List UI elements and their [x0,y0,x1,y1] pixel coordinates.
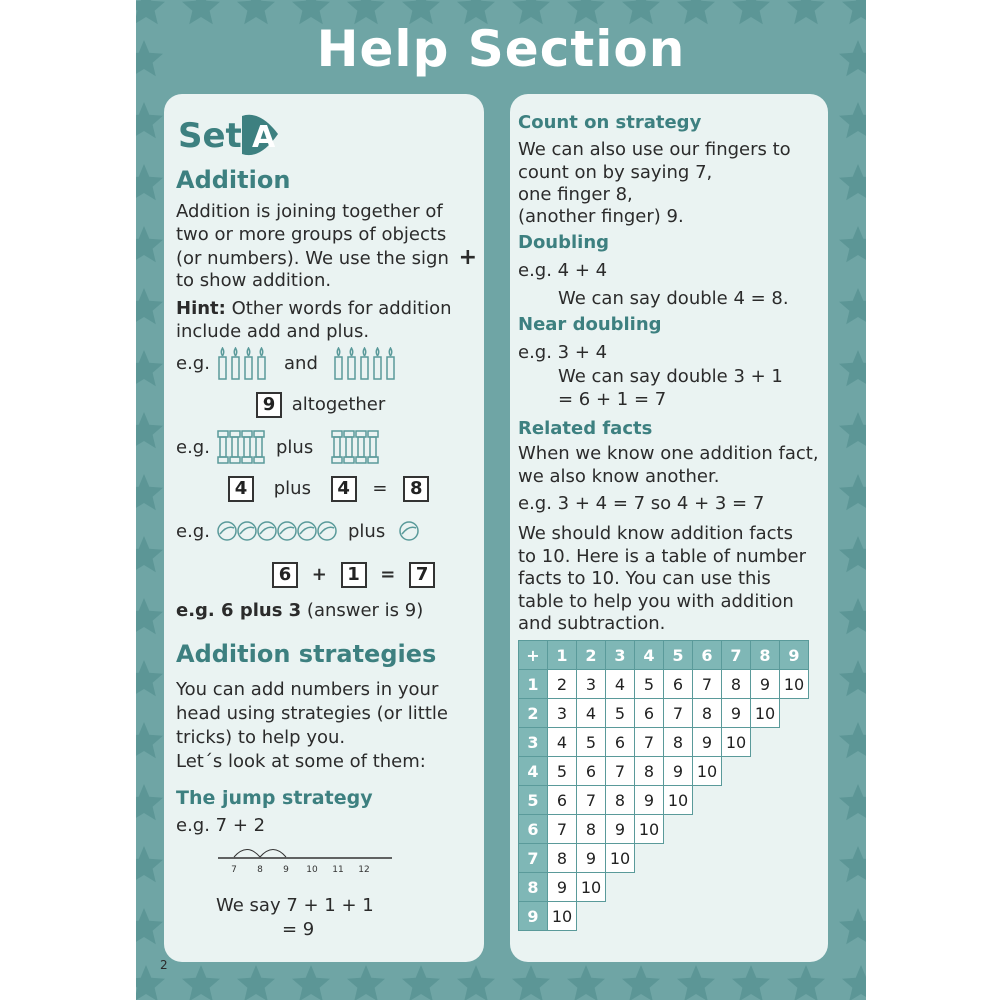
ex2-equals: = [372,478,388,499]
near-say-1: We can say double 3 + 1 [558,366,783,387]
table-row-header: 5 [519,786,548,815]
near-say-2: = 6 + 1 = 7 [558,389,667,410]
hint-text: Other words for addition [225,298,452,319]
background-star-icon [839,412,866,448]
table-empty-cell [722,815,751,844]
table-row-header: 7 [519,844,548,873]
table-row [519,815,809,844]
strategies-line-3: tricks) to help you. [176,727,346,748]
intro-line-2: two or more groups of objects [176,224,447,245]
table-cell: 9 [577,844,606,873]
table-cell: 7 [577,786,606,815]
background-star-icon [839,474,866,510]
number-facts-table [518,640,809,931]
ex3-a-box: 6 [272,562,298,588]
bolts-group-b-icon [330,429,382,465]
ex3-result-box: 7 [409,562,435,588]
table-cell: 6 [577,757,606,786]
doubling-say: We can say double 4 = 8. [558,288,789,309]
background-star-icon [136,536,163,572]
table-empty-cell [664,902,693,931]
near-example: e.g. 3 + 4 [518,342,608,363]
balls-group-6-icon [216,520,342,542]
candles-group-5-icon [332,347,402,381]
background-star-icon [839,288,866,324]
table-empty-cell [722,757,751,786]
background-star-icon [512,965,550,1000]
table-row [519,670,809,699]
table-cell: 6 [606,728,635,757]
ex2-plus: plus [273,478,311,499]
table-cell: 10 [664,786,693,815]
table-empty-cell [780,728,809,757]
background-star-icon [839,660,866,696]
table-cell: 2 [548,670,577,699]
page-title: Help Section [316,20,686,78]
table-cell: 7 [606,757,635,786]
background-star-icon [136,102,163,138]
table-row [519,844,809,873]
background-star-icon [839,722,866,758]
table-row [519,786,809,815]
table-empty-cell [693,902,722,931]
table-cell: 7 [664,699,693,728]
table-cell: 9 [635,786,664,815]
table-empty-cell [751,902,780,931]
related-example: e.g. 3 + 4 = 7 so 4 + 3 = 7 [518,493,765,514]
table-cell: 8 [664,728,693,757]
table-empty-cell [751,757,780,786]
table-cell: 10 [577,873,606,902]
page-number: 2 [160,958,168,972]
table-cell: 5 [577,728,606,757]
background-star-icon [839,598,866,634]
table-cell: 8 [722,670,751,699]
table-cell: 5 [635,670,664,699]
facts-line-1: We should know addition facts [518,523,793,544]
table-empty-cell [722,873,751,902]
ex1-and: and [284,353,318,374]
background-star-icon [136,908,163,944]
table-cell: 4 [606,670,635,699]
set-a-heading [178,116,276,156]
background-star-icon [237,965,275,1000]
table-empty-cell [606,873,635,902]
background-star-icon [136,846,163,882]
jump-heading: The jump strategy [176,787,373,809]
table-cell: 3 [577,670,606,699]
strategies-line-4: Let´s look at some of them: [176,751,426,772]
table-empty-cell [635,902,664,931]
background-star-icon [136,784,163,820]
table-cell: 9 [693,728,722,757]
number-line [216,836,396,878]
ball-single-icon [398,520,420,542]
hint-line-1 [176,297,452,320]
table-header-row [519,641,809,670]
table-empty-cell [780,873,809,902]
ex3-equals: = [380,564,396,585]
background-star-icon [677,965,715,1000]
background-star-icon [136,350,163,386]
related-line-1: When we know one addition fact, [518,443,819,464]
table-col-header: 7 [722,641,751,670]
background-star-icon [839,846,866,882]
table-empty-cell [664,844,693,873]
table-cell: 10 [606,844,635,873]
related-line-2: we also know another. [518,466,720,487]
table-empty-cell [722,902,751,931]
table-col-header: 6 [693,641,722,670]
background-star-icon [402,965,440,1000]
background-star-icon [347,965,385,1000]
numberline-tick: 12 [358,865,370,875]
table-empty-cell [751,728,780,757]
table-corner-cell: + [519,641,548,670]
table-empty-cell [664,873,693,902]
related-heading: Related facts [518,418,653,439]
hint-line-2: include add and plus. [176,321,370,342]
ex3-equation [272,562,435,588]
background-star-icon [567,965,605,1000]
ex4-line [176,599,423,622]
table-empty-cell [722,844,751,873]
background-star-icon [136,660,163,696]
background-star-icon [136,226,163,262]
table-col-header: 5 [664,641,693,670]
table-cell: 4 [548,728,577,757]
table-empty-cell [635,873,664,902]
table-empty-cell [693,873,722,902]
table-empty-cell [780,902,809,931]
table-empty-cell [722,786,751,815]
table-cell: 8 [635,757,664,786]
ex3-plus-word: plus [348,521,386,542]
intro-line-1: Addition is joining together of [176,201,443,222]
background-star-icon [787,965,825,1000]
ex2-b-box: 4 [331,476,357,502]
background-star-icon [457,965,495,1000]
table-cell: 8 [548,844,577,873]
table-row-header: 1 [519,670,548,699]
table-empty-cell [693,815,722,844]
table-empty-cell [606,902,635,931]
jump-say-line-1: We say 7 + 1 + 1 [216,895,374,916]
table-row-header: 3 [519,728,548,757]
count-on-line-2: count on by saying 7, [518,162,713,183]
table-cell: 9 [548,873,577,902]
ex3-prefix: e.g. [176,521,210,542]
table-row-header: 4 [519,757,548,786]
strategies-line-2: head using strategies (or little [176,703,448,724]
table-empty-cell [751,786,780,815]
numberline-tick: 10 [306,865,318,875]
background-star-icon [839,350,866,386]
background-star-icon [136,474,163,510]
table-row-header: 8 [519,873,548,902]
table-cell: 10 [780,670,809,699]
table-cell: 8 [606,786,635,815]
near-doubling-heading: Near doubling [518,314,662,335]
table-cell: 7 [635,728,664,757]
numberline-tick: 9 [283,865,289,875]
table-empty-cell [751,844,780,873]
background-star-icon [136,412,163,448]
table-empty-cell [693,844,722,873]
background-star-icon [839,536,866,572]
table-col-header: 3 [606,641,635,670]
background-star-icon [622,965,660,1000]
candles-group-4-icon [216,347,272,381]
table-cell: 3 [548,699,577,728]
left-panel [164,94,484,962]
table-row-header: 9 [519,902,548,931]
table-cell: 10 [722,728,751,757]
set-letter: A [252,120,276,155]
addition-heading: Addition [176,166,291,194]
background-star-icon [839,784,866,820]
table-cell: 6 [635,699,664,728]
table-col-header: 9 [780,641,809,670]
table-empty-cell [751,873,780,902]
plus-sign: + [458,245,478,270]
table-cell: 10 [548,902,577,931]
doubling-heading: Doubling [518,232,610,253]
table-row-header: 6 [519,815,548,844]
facts-line-2: to 10. Here is a table of number [518,546,807,567]
right-panel [510,94,828,962]
table-cell: 10 [751,699,780,728]
numberline-tick: 8 [257,865,263,875]
table-cell: 9 [722,699,751,728]
background-star-icon [136,598,163,634]
set-label: Set [178,116,242,156]
doubling-example: e.g. 4 + 4 [518,260,608,281]
table-cell: 8 [577,815,606,844]
ex3-b-box: 1 [341,562,367,588]
table-row [519,699,809,728]
table-empty-cell [751,815,780,844]
help-page [136,0,866,1000]
table-cell: 6 [664,670,693,699]
background-star-icon [136,288,163,324]
table-row [519,902,809,931]
table-empty-cell [693,786,722,815]
ex1-altogether: altogether [291,394,386,415]
facts-line-3: facts to 10. You can use this [518,568,771,589]
table-cell: 10 [635,815,664,844]
ex1-prefix: e.g. [176,353,210,374]
background-star-icon [839,908,866,944]
count-on-line-3: one finger 8, [518,184,633,205]
table-cell: 7 [548,815,577,844]
ex2-plus-word: plus [276,437,314,458]
ex3-plus: + [311,564,327,585]
table-cell: 6 [548,786,577,815]
ex1-total-box: 9 [256,392,282,418]
count-on-line-1: We can also use our fingers to [518,139,791,160]
background-star-icon [839,102,866,138]
strategies-line-1: You can add numbers in your [176,679,439,700]
background-star-icon [182,965,220,1000]
numberline-tick: 11 [332,865,344,875]
background-star-icon [136,164,163,200]
background-star-icon [842,965,866,1000]
table-empty-cell [780,786,809,815]
table-cell: 4 [577,699,606,728]
table-cell: 7 [693,670,722,699]
table-col-header: 4 [635,641,664,670]
ex2-a-box: 4 [228,476,254,502]
hint-label: Hint: [176,298,226,319]
ex2-equation [228,476,429,502]
count-on-line-4: (another finger) 9. [518,206,684,227]
table-empty-cell [780,844,809,873]
ex2-prefix: e.g. [176,437,210,458]
intro-line-4: to show addition. [176,270,332,291]
table-empty-cell [780,815,809,844]
table-cell: 9 [751,670,780,699]
table-col-header: 8 [751,641,780,670]
table-empty-cell [780,699,809,728]
facts-line-4: table to help you with addition [518,591,794,612]
table-cell: 9 [664,757,693,786]
table-cell: 9 [606,815,635,844]
table-cell: 5 [606,699,635,728]
ex4-bold: e.g. 6 plus 3 [176,600,302,621]
background-star-icon [292,965,330,1000]
table-cell: 8 [693,699,722,728]
numberline-tick: 7 [231,865,237,875]
background-star-icon [839,226,866,262]
background-star-icon [732,965,770,1000]
facts-line-5: and subtraction. [518,613,666,634]
ex4-rest: (answer is 9) [301,600,424,621]
strategies-heading: Addition strategies [176,640,437,668]
count-on-heading: Count on strategy [518,112,702,133]
table-col-header: 2 [577,641,606,670]
table-empty-cell [780,757,809,786]
background-star-icon [839,164,866,200]
table-empty-cell [664,815,693,844]
table-empty-cell [635,844,664,873]
ex2-result-box: 8 [403,476,429,502]
background-star-icon [136,722,163,758]
table-empty-cell [577,902,606,931]
intro-line-3-wrap [176,246,477,270]
table-cell: 10 [693,757,722,786]
table-col-header: 1 [548,641,577,670]
table-row-header: 2 [519,699,548,728]
ex1-total-row [256,392,385,418]
table-row [519,728,809,757]
table-row [519,757,809,786]
intro-line-3: (or numbers). We use the sign [176,248,449,269]
table-cell: 5 [548,757,577,786]
table-row [519,873,809,902]
jump-example: e.g. 7 + 2 [176,815,266,836]
jump-say-line-2: = 9 [282,919,315,940]
bolts-group-a-icon [216,429,268,465]
